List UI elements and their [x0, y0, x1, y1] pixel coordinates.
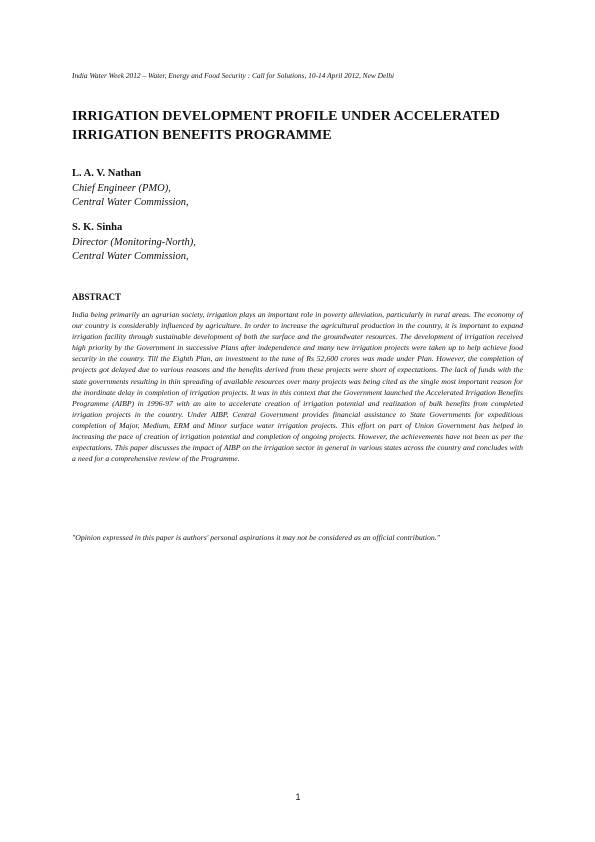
abstract-body: India being primarily an agrarian society, irrigation plays an important role in poverty alleviation, particularly in rural areas. The economy of our country is considerably influenced by agriculture. In order to increase the agricultural production in the country, it is important to expand irrigation facility through sustainable development of both the surface and the groundwater resources. The development of irrigation received high priority by the Government in successive Plans after independence and many new irrigation projects were taken up to help achieve food security in the country. Till the Eighth Plan, an investment to the tune of Rs 52,600 crores was made under Plan. However, the completion of projects got delayed due to various reasons and the benefits derived from these projects were short of expectations. The lack of funds with the state governments resulting in thin spreading of available resources over many projects was being cited as the single most important reason for the inordinate delay in completion of irrigation projects. It was in this context that the Government launched the Accelerated Irrigation Benefits Programme (AIBP) in 1996-97 with an aim to accelerate creation of irrigation potential and realization of bulk benefits from completed irrigation projects in the country. Under AIBP, Central Government provides financial assistance to State Governments for expeditious completion of Major, Medium, ERM and Minor surface water irrigation projects. This effort on part of Union Government has helped in increasing the pace of creation of irrigation potential and completion of ongoing projects. However, the achievements have not been as per the expectations. This paper discusses the impact of AIBP on the irrigation sector in general in various states across the country and concludes with a need for a comprehensive review of the Programme. — [72, 310, 523, 464]
author-organization: Central Water Commission, — [72, 251, 189, 262]
abstract-heading: ABSTRACT — [72, 292, 122, 302]
page-number: 1 — [295, 792, 301, 802]
running-header: India Water Week 2012 – Water, Energy and Food Security : Call for Solutions, 10-14 April 2012, New Delhi — [72, 71, 395, 80]
disclaimer-note: "Opinion expressed in this paper is authors' personal aspirations it may not be considered as an official contribution." — [72, 533, 440, 542]
author-name: S. K. Sinha — [72, 222, 123, 233]
author-organization: Central Water Commission, — [72, 197, 189, 208]
author-name: L. A. V. Nathan — [72, 168, 142, 179]
author-block-2 — [72, 221, 372, 265]
paper-title: IRRIGATION DEVELOPMENT PROFILE UNDER ACCELERATED IRRIGATION BENEFITS PROGRAMME — [72, 109, 500, 143]
author-position: Chief Engineer (PMO), — [72, 182, 171, 194]
author-block-1 — [72, 167, 372, 211]
author-position: Director (Monitoring-North), — [72, 236, 196, 248]
